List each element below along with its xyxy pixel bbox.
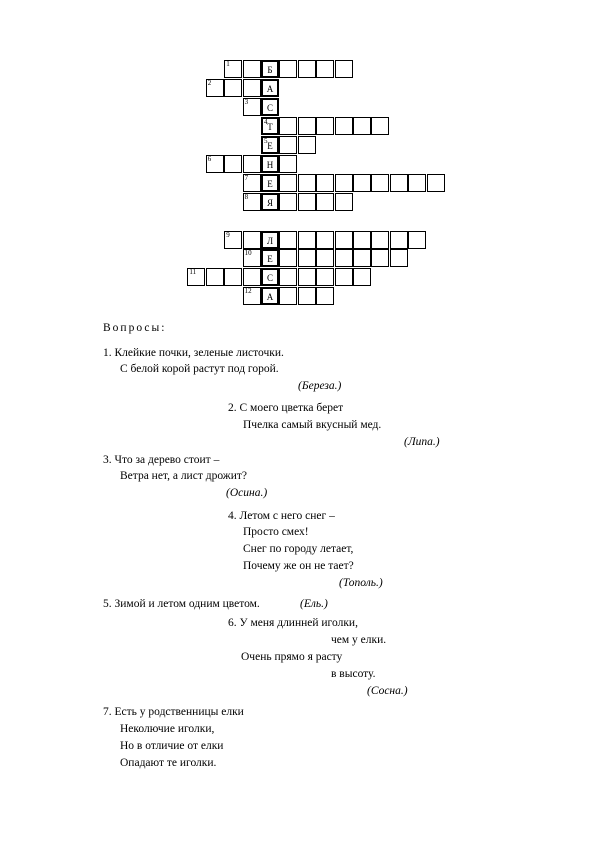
question-4-line-2: Просто смех! xyxy=(243,526,309,538)
crossword-cell xyxy=(243,249,261,267)
question-2-answer: (Липа.) xyxy=(404,436,440,448)
crossword-cell xyxy=(243,193,261,211)
crossword-key-letter: Б xyxy=(267,65,273,75)
question-4-answer: (Тополь.) xyxy=(339,577,383,589)
crossword-cell xyxy=(298,174,316,192)
crossword-key-cell xyxy=(261,249,279,267)
question-6-line-4: в высоту. xyxy=(331,668,376,680)
crossword-cell xyxy=(335,117,353,135)
crossword-cell xyxy=(353,117,371,135)
crossword-cell xyxy=(353,231,371,249)
crossword-clue-number: 5 xyxy=(264,137,268,145)
crossword-cell xyxy=(243,174,261,192)
question-3-answer: (Осина.) xyxy=(226,487,268,499)
crossword-key-letter: Л xyxy=(266,236,274,246)
crossword-cell xyxy=(316,231,334,249)
question-1-answer: (Береза.) xyxy=(298,380,342,392)
crossword-cell xyxy=(279,231,297,249)
crossword-cell xyxy=(335,268,353,286)
crossword-cell xyxy=(279,193,297,211)
crossword-key-letter: А xyxy=(266,292,274,302)
crossword-cell xyxy=(243,60,261,78)
crossword-cell xyxy=(316,249,334,267)
crossword-cell xyxy=(371,117,389,135)
question-6-line-3: Очень прямо я расту xyxy=(241,651,343,663)
crossword-cell xyxy=(353,174,371,192)
crossword-cell xyxy=(224,231,242,249)
crossword-cell xyxy=(408,174,426,192)
crossword-cell xyxy=(279,268,297,286)
crossword-cell xyxy=(316,174,334,192)
crossword-cell xyxy=(335,249,353,267)
crossword-cell xyxy=(224,60,242,78)
crossword-key-letter: С xyxy=(266,273,273,283)
crossword-cell xyxy=(224,268,242,286)
crossword-key-letter: Т xyxy=(267,122,273,132)
crossword-key-cell xyxy=(261,79,279,97)
crossword-cell xyxy=(298,117,316,135)
question-6-answer: (Сосна.) xyxy=(367,685,408,697)
crossword-cell xyxy=(298,287,316,305)
question-6-line-2: чем у елки. xyxy=(331,634,387,646)
crossword-cell xyxy=(335,231,353,249)
question-3-line-2: Ветра нет, а лист дрожит? xyxy=(120,470,248,482)
crossword-cell xyxy=(243,287,261,305)
crossword-clue-number: 7 xyxy=(244,174,249,182)
crossword-cell xyxy=(243,98,261,116)
crossword-grid xyxy=(0,0,595,320)
question-3-line-1: 3. Что за дерево стоит – xyxy=(103,454,220,466)
crossword-cell xyxy=(206,79,224,97)
crossword-cell xyxy=(353,268,371,286)
crossword-clue-number: 6 xyxy=(207,155,212,163)
crossword-cell xyxy=(279,155,297,173)
crossword-clue-number: 2 xyxy=(207,79,212,87)
crossword-cell xyxy=(224,79,242,97)
crossword-clue-number: 10 xyxy=(244,249,252,257)
crossword-cell xyxy=(279,287,297,305)
crossword-cell xyxy=(390,231,408,249)
questions-heading: Вопросы: xyxy=(103,322,167,334)
crossword-cell xyxy=(279,60,297,78)
crossword-key-letter: Я xyxy=(266,198,273,208)
crossword-key-cell xyxy=(261,155,279,173)
crossword-cell xyxy=(390,249,408,267)
question-7-line-2: Неколючие иголки, xyxy=(120,723,215,735)
crossword-key-cell xyxy=(261,193,279,211)
question-4-line-1: 4. Летом с него снег – xyxy=(228,510,335,522)
crossword-cell xyxy=(298,193,316,211)
crossword-key-cell xyxy=(261,231,279,249)
crossword-cell xyxy=(316,193,334,211)
crossword-cell xyxy=(279,174,297,192)
crossword-clue-number: 3 xyxy=(244,98,249,106)
question-7-line-3: Но в отличие от елки xyxy=(120,740,224,752)
crossword-cell xyxy=(427,174,445,192)
crossword-cell xyxy=(371,174,389,192)
crossword-cell xyxy=(371,249,389,267)
question-5-line-1: 5. Зимой и летом одним цветом. xyxy=(103,598,260,610)
crossword-cell xyxy=(353,249,371,267)
crossword-cell xyxy=(335,60,353,78)
crossword-cell xyxy=(298,268,316,286)
crossword-cell xyxy=(298,249,316,267)
crossword-cell xyxy=(243,268,261,286)
crossword-clue-number: 11 xyxy=(189,268,197,276)
crossword-cell xyxy=(316,60,334,78)
crossword-key-cell xyxy=(261,268,279,286)
question-7-line-4: Опадают те иголки. xyxy=(120,757,217,769)
question-4-line-3: Снег по городу летает, xyxy=(243,543,354,555)
crossword-cell xyxy=(224,155,242,173)
crossword-cell xyxy=(408,231,426,249)
crossword-cell xyxy=(279,136,297,154)
crossword-cell xyxy=(206,268,224,286)
crossword-clue-number: 9 xyxy=(226,231,230,239)
crossword-cell xyxy=(316,117,334,135)
crossword-cell xyxy=(335,193,353,211)
crossword-key-cell xyxy=(261,136,279,154)
crossword-key-cell xyxy=(261,117,279,135)
crossword-cell xyxy=(279,249,297,267)
crossword-cell xyxy=(298,60,316,78)
crossword-clue-number: 4 xyxy=(264,118,268,126)
crossword-clue-number: 12 xyxy=(244,287,252,295)
crossword-clue-number: 1 xyxy=(226,60,230,68)
crossword-key-cell xyxy=(261,174,279,192)
crossword-cell xyxy=(316,287,334,305)
question-7-line-1: 7. Есть у родственницы елки xyxy=(103,706,244,718)
crossword-cell xyxy=(316,268,334,286)
crossword-cell xyxy=(206,155,224,173)
question-2-line-2: Пчелка самый вкусный мед. xyxy=(243,419,382,431)
crossword-cell xyxy=(335,174,353,192)
crossword-cell xyxy=(243,231,261,249)
crossword-key-letter: Е xyxy=(267,254,273,264)
crossword-cell xyxy=(243,79,261,97)
crossword-cell xyxy=(298,136,316,154)
question-1-line-2: С белой корой растут под горой. xyxy=(120,363,279,375)
crossword-key-letter: С xyxy=(266,103,273,113)
crossword-cell xyxy=(371,231,389,249)
question-5-answer: (Ель.) xyxy=(300,598,328,610)
question-4-line-4: Почему же он не тает? xyxy=(243,560,354,572)
crossword-key-cell xyxy=(261,287,279,305)
crossword-key-letter: Е xyxy=(267,179,273,189)
crossword-key-letter: Е xyxy=(267,141,273,151)
crossword-clue-number: 8 xyxy=(244,193,249,201)
crossword-cell xyxy=(279,117,297,135)
crossword-key-cell xyxy=(261,98,279,116)
crossword-cell xyxy=(390,174,408,192)
crossword-cell xyxy=(298,231,316,249)
crossword-cell xyxy=(187,268,205,286)
question-6-line-1: 6. У меня длинней иголки, xyxy=(228,617,358,629)
crossword-key-cell xyxy=(261,60,279,78)
crossword-cell xyxy=(243,155,261,173)
question-1-line-1: 1. Клейкие почки, зеленые листочки. xyxy=(103,347,284,359)
crossword-key-letter: Н xyxy=(266,160,274,170)
question-2-line-1: 2. С моего цветка берет xyxy=(228,402,344,414)
crossword-key-letter: А xyxy=(266,84,274,94)
